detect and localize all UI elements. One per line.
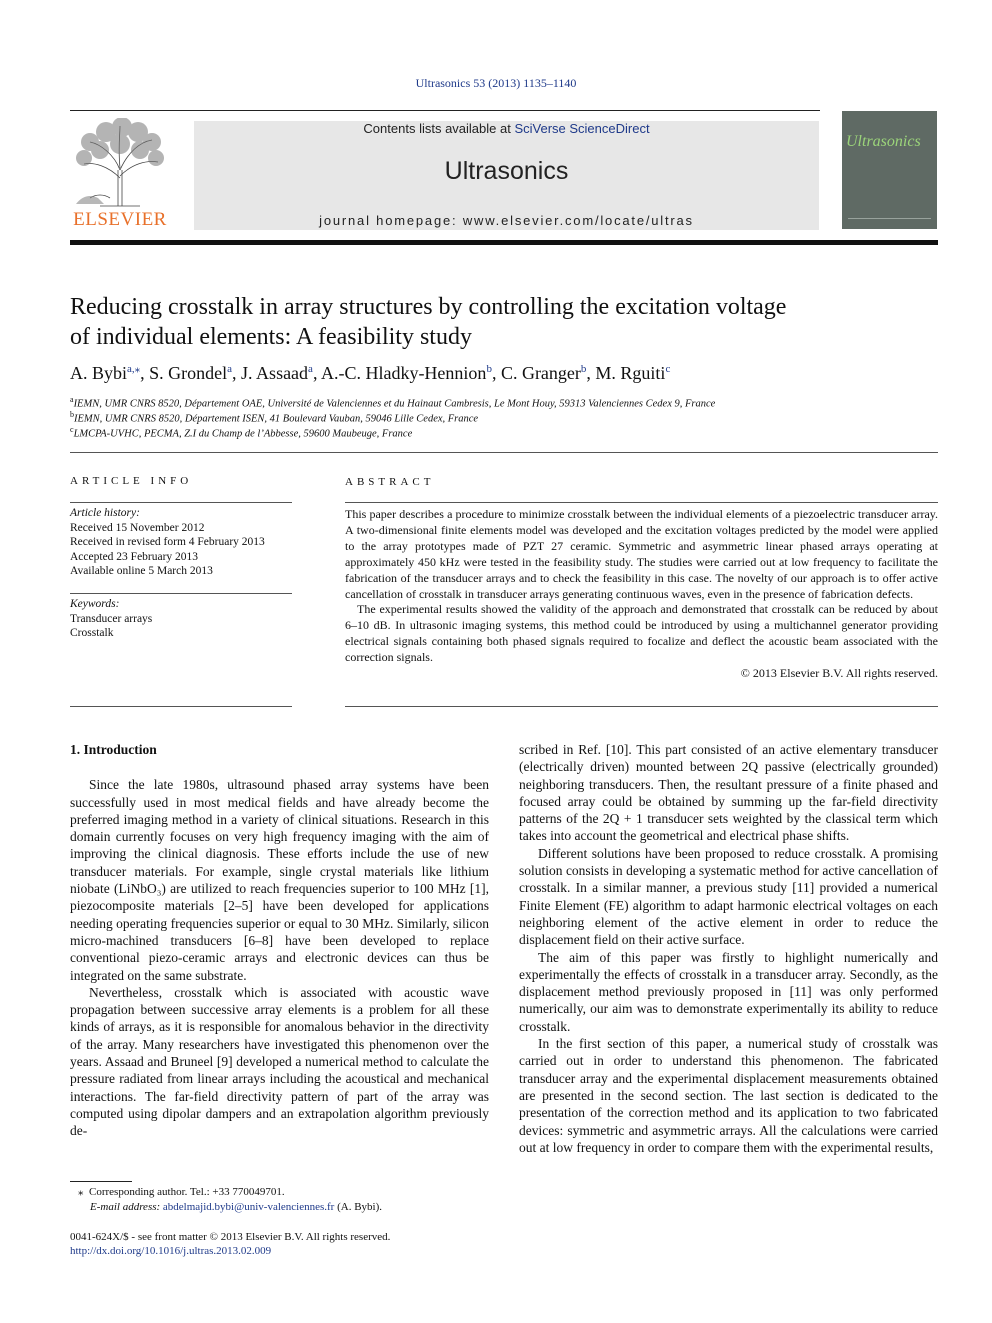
keywords-block bbox=[70, 597, 292, 641]
intro-paragraph-2: Nevertheless, crosstalk which is associated with acoustic wave propagation between successive array elements is a problem for all these kinds of arrays, as it is responsible for anomalous behavior in the directivity of the array. Many researchers have investigated this phenomenon over the years. Assaad and Bruneel [9] developed a numerical method to calculate the pressure radiated from linear arrays including the acoustical and mechanical interactions. The far-field directivity pattern of part of the array was computed using dipolar dampers and an extrapolation algorithm previously de- bbox=[70, 984, 489, 1139]
journal-homepage[interactable]: journal homepage: www.elsevier.com/locate/ultras bbox=[319, 213, 694, 228]
abstract-heading: ABSTRACT bbox=[345, 476, 435, 488]
author-1[interactable]: A. Bybi$^{a,⁎}$ bbox=[70, 363, 141, 383]
section-title: 1. Introduction bbox=[70, 742, 157, 757]
elsevier-tree-icon bbox=[70, 118, 170, 210]
article-info-heading: ARTICLE INFO bbox=[70, 475, 193, 487]
keyword-1: Transducer arrays bbox=[70, 612, 153, 625]
footnote-rule bbox=[70, 1181, 132, 1182]
intro-paragraph-1: Since the late 1980s, ultrasound phased array systems have been successfully used in most medical fields and have already become the preferred imaging method in a variety of clinical situations. Research in this domain currently focuses on very high frequency imaging with the aim of improving the clinical diagnosis. These efforts include the use of new transducer materials. For example, single crystal materials like lithium niobate (LiNbO₃) are utilized to reach frequencies superior to 100 MHz [1], piezocomposite materials [2–5] have been developed for applications needing operating frequencies superior or equal to 30 MHz. Similarly, silicon micro-machined transducers [6–8] have been developed to replace conventional piezo-ceramic arrays and electronic devices can thus be integrated on the same substrate. bbox=[70, 777, 489, 983]
sciencedirect-link[interactable]: SciVerse ScienceDirect bbox=[514, 121, 650, 136]
elsevier-logo bbox=[70, 118, 170, 210]
author-list: A. Bybi$^{a,⁎}$, S. Grondel$^a$, J. Assaad$^a$, A.-C. Hladky-Hennion$^b$, C. Granger$^b$, M. Rguiti$^c$ bbox=[70, 363, 671, 383]
author-3[interactable]: J. Assaad$^a$ bbox=[241, 363, 313, 383]
intro-paragraph-3: scribed in Ref. [10]. This part consisted of an active elementary transducer (electrically driven) mounted between 2Q passive (electrically grounded) neighboring transducers. Then, the resultant pressure of a finite phased and focused array could be obtained by summing up the far-field directivity patterns of the 2Q + 1 transducer sets weighted by the classical term which takes into account the geometrical and electrical phase shifts. bbox=[519, 742, 938, 844]
doi-link[interactable]: http://dx.doi.org/10.1016/j.ultras.2013.02.009 bbox=[70, 1245, 272, 1257]
title-line-1: Reducing crosstalk in array structures by controlling the excitation voltage bbox=[70, 294, 787, 320]
email-link[interactable]: abdelmajid.bybi@univ-valenciennes.fr bbox=[162, 1201, 335, 1213]
elsevier-wordmark: ELSEVIER bbox=[73, 209, 167, 230]
affiliation-b: $^b$IEMN, UMR CNRS 8520, Département ISEN, 41 Boulevard Vauban, 59046 Lille Cedex, France bbox=[70, 410, 479, 425]
author-2[interactable]: S. Grondel$^a$ bbox=[149, 363, 233, 383]
article-history bbox=[70, 506, 292, 579]
history-online: Available online 5 March 2013 bbox=[70, 565, 213, 577]
body-left-column bbox=[70, 741, 489, 1140]
author-4[interactable]: A.-C. Hladky-Hennion$^b$ bbox=[320, 363, 492, 383]
keywords-label: Keywords: bbox=[70, 598, 120, 610]
history-revised: Received in revised form 4 February 2013 bbox=[70, 536, 265, 548]
corresponding-author: ⁎ Corresponding author. Tel.: +33 770049701. bbox=[78, 1186, 285, 1198]
intro-paragraph-6: In the first section of this paper, a numerical study of crosstalk was carried out in order to understand this phenomenon. The fabricated transducer array and the experimental displacement measurements obtained are presented in the second section. The last section is dedicated to the presentation of the correction method and its application to two fabricated devices: symmetric and asymmetric arrays. All the calculations were carried out at low frequency in order to compare them with the experimental results, bbox=[519, 1036, 938, 1155]
title-line-2: of individual elements: A feasibility study bbox=[70, 324, 472, 350]
keyword-2: Crosstalk bbox=[70, 627, 114, 639]
journal-name: Ultrasonics bbox=[444, 157, 569, 185]
info-bottom-rule bbox=[70, 706, 292, 707]
history-received: Received 15 November 2012 bbox=[70, 521, 205, 534]
abstract-rule bbox=[345, 502, 938, 503]
history-label: Article history: bbox=[70, 507, 140, 519]
contents-line bbox=[194, 121, 819, 136]
journal-citation[interactable]: Ultrasonics 53 (2013) 1135–1140 bbox=[415, 76, 577, 90]
header-top-rule bbox=[70, 110, 820, 111]
affiliation-a: $^a$IEMN, UMR CNRS 8520, Département OAE, Université de Valenciennes et du Hainaut Cambresis, Le Mont Houy, 59313 Valenciennes Cedex 9, France bbox=[70, 395, 716, 410]
cover-bar bbox=[848, 218, 931, 219]
body-right-column bbox=[519, 741, 938, 1156]
author-5[interactable]: C. Granger$^b$ bbox=[500, 363, 587, 383]
abstract-bottom-rule bbox=[345, 706, 938, 707]
journal-cover-thumbnail[interactable] bbox=[842, 111, 937, 229]
affiliation-rule bbox=[70, 452, 938, 453]
author-6[interactable]: M. Rguiti$^c$ bbox=[595, 363, 671, 383]
affiliation-c: $^c$LMCPA-UVHC, PECMA, Z.I du Champ de l’Abbesse, 59600 Maubeuge, France bbox=[70, 425, 413, 440]
article-info-rule bbox=[70, 502, 292, 503]
keywords-rule bbox=[70, 593, 292, 594]
issn-line: 0041-624X/$ - see front matter © 2013 Elsevier B.V. All rights reserved. bbox=[70, 1231, 391, 1243]
intro-paragraph-4: Different solutions have been proposed to reduce crosstalk. A promising solution consists in developing a systematic method for active cancellation of crosstalk. In a similar manner, a previous study [11] provided a numerical Finite Element (FE) algorithm to adapt harmonic electrical voltages on each neighboring element of the active element in order to reduce the displacement field on their active surface. bbox=[519, 845, 938, 948]
email-line: E-mail address: abdelmajid.bybi@univ-valenciennes.fr (A. Bybi). bbox=[90, 1201, 383, 1213]
article-title bbox=[70, 292, 930, 352]
abstract-paragraph-1: This paper describes a procedure to minimize crosstalk between the individual elements of a piezoelectric transducer array. A two-dimensional finite elements model was developed and the excitation voltages predicted by the model were applied to the array prototypes made of PZT 27 ceramic. Symmetric and asymmetric linear phased arrays operating at approximately 450 kHz were tested in the feasibility study. The studies were carried out at low frequency to facilitate the fabrication of the transducer arrays and to check the feasibility in this case. The novelty of our approach is to offer active cancellation of crosstalk in transducer arrays generating continuous waves, even in the presence of fabrication defects. bbox=[345, 507, 938, 601]
header-bottom-rule bbox=[70, 240, 938, 245]
contents-prefix: Contents lists available at bbox=[363, 121, 515, 136]
history-accepted: Accepted 23 February 2013 bbox=[70, 550, 199, 563]
cover-title: Ultrasonics bbox=[846, 133, 921, 150]
abstract-paragraph-2: The experimental results showed the validity of the approach and demonstrated that crosstalk can be reduced by about 6–10 dB. In ultrasonic imaging systems, this method could be introduced by using a multichannel generator providing electrical signals containing both phased signals required to focalize and deflect the acoustic beam associated with the correction signals. bbox=[345, 602, 938, 665]
copyright: © 2013 Elsevier B.V. All rights reserved. bbox=[740, 666, 938, 681]
footnote bbox=[78, 1185, 498, 1215]
abstract-text bbox=[345, 507, 938, 682]
intro-paragraph-5: The aim of this paper was firstly to highlight numerically and experimentally the effects of crosstalk in a transducer array. Secondly, as the displacement method previously proposed in [11] was only performed numerically, our aim was to demonstrate experimentally its ability to reduce crosstalk. bbox=[519, 949, 938, 1034]
